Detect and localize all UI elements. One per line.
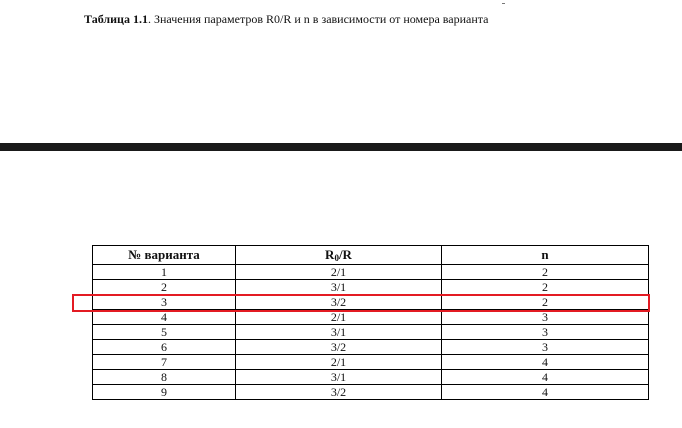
cell-ratio: 3/2 xyxy=(236,295,442,310)
header-variant: № варианта xyxy=(93,246,236,265)
cell-ratio: 2/1 xyxy=(236,355,442,370)
cell-variant: 1 xyxy=(93,265,236,280)
table-header-row xyxy=(93,246,649,265)
cell-ratio: 3/1 xyxy=(236,280,442,295)
cell-n: 2 xyxy=(442,280,649,295)
caption-text: . Значения параметров R0/R и n в зависимости от номера варианта xyxy=(147,12,489,26)
cell-variant: 2 xyxy=(93,280,236,295)
table-row xyxy=(93,265,649,280)
table-row xyxy=(93,340,649,355)
cell-n: 3 xyxy=(442,310,649,325)
table-row xyxy=(93,310,649,325)
table-row xyxy=(93,355,649,370)
cell-variant: 8 xyxy=(93,370,236,385)
cell-variant: 5 xyxy=(93,325,236,340)
cell-variant: 4 xyxy=(93,310,236,325)
header-ratio-subscript: 0 xyxy=(334,253,339,263)
cell-ratio: 3/2 xyxy=(236,385,442,400)
header-ratio-rest: /R xyxy=(338,247,352,262)
header-ratio xyxy=(236,246,442,265)
table-caption xyxy=(84,11,489,27)
table-row xyxy=(93,370,649,385)
header-ratio-main: R xyxy=(325,247,335,262)
cell-variant: 6 xyxy=(93,340,236,355)
cell-n: 3 xyxy=(442,340,649,355)
cell-ratio: 2/1 xyxy=(236,310,442,325)
cell-variant: 7 xyxy=(93,355,236,370)
cell-ratio: 3/1 xyxy=(236,325,442,340)
cell-n: 4 xyxy=(442,385,649,400)
cell-n: 4 xyxy=(442,355,649,370)
table-row-highlighted xyxy=(93,295,649,310)
cell-n: 4 xyxy=(442,370,649,385)
cell-n: 3 xyxy=(442,325,649,340)
cell-n: 2 xyxy=(442,265,649,280)
table-row xyxy=(93,280,649,295)
parameters-table xyxy=(92,245,649,400)
table-row xyxy=(93,385,649,400)
cell-n: 2 xyxy=(442,295,649,310)
cell-ratio: 3/1 xyxy=(236,370,442,385)
table-row xyxy=(93,325,649,340)
page-fragment-mark xyxy=(502,0,505,4)
cell-ratio: 2/1 xyxy=(236,265,442,280)
header-n: n xyxy=(442,246,649,265)
cell-variant: 9 xyxy=(93,385,236,400)
page-separator-bar xyxy=(0,143,682,151)
caption-label: Таблица 1.1 xyxy=(84,12,148,26)
cell-variant: 3 xyxy=(93,295,236,310)
cell-ratio: 3/2 xyxy=(236,340,442,355)
